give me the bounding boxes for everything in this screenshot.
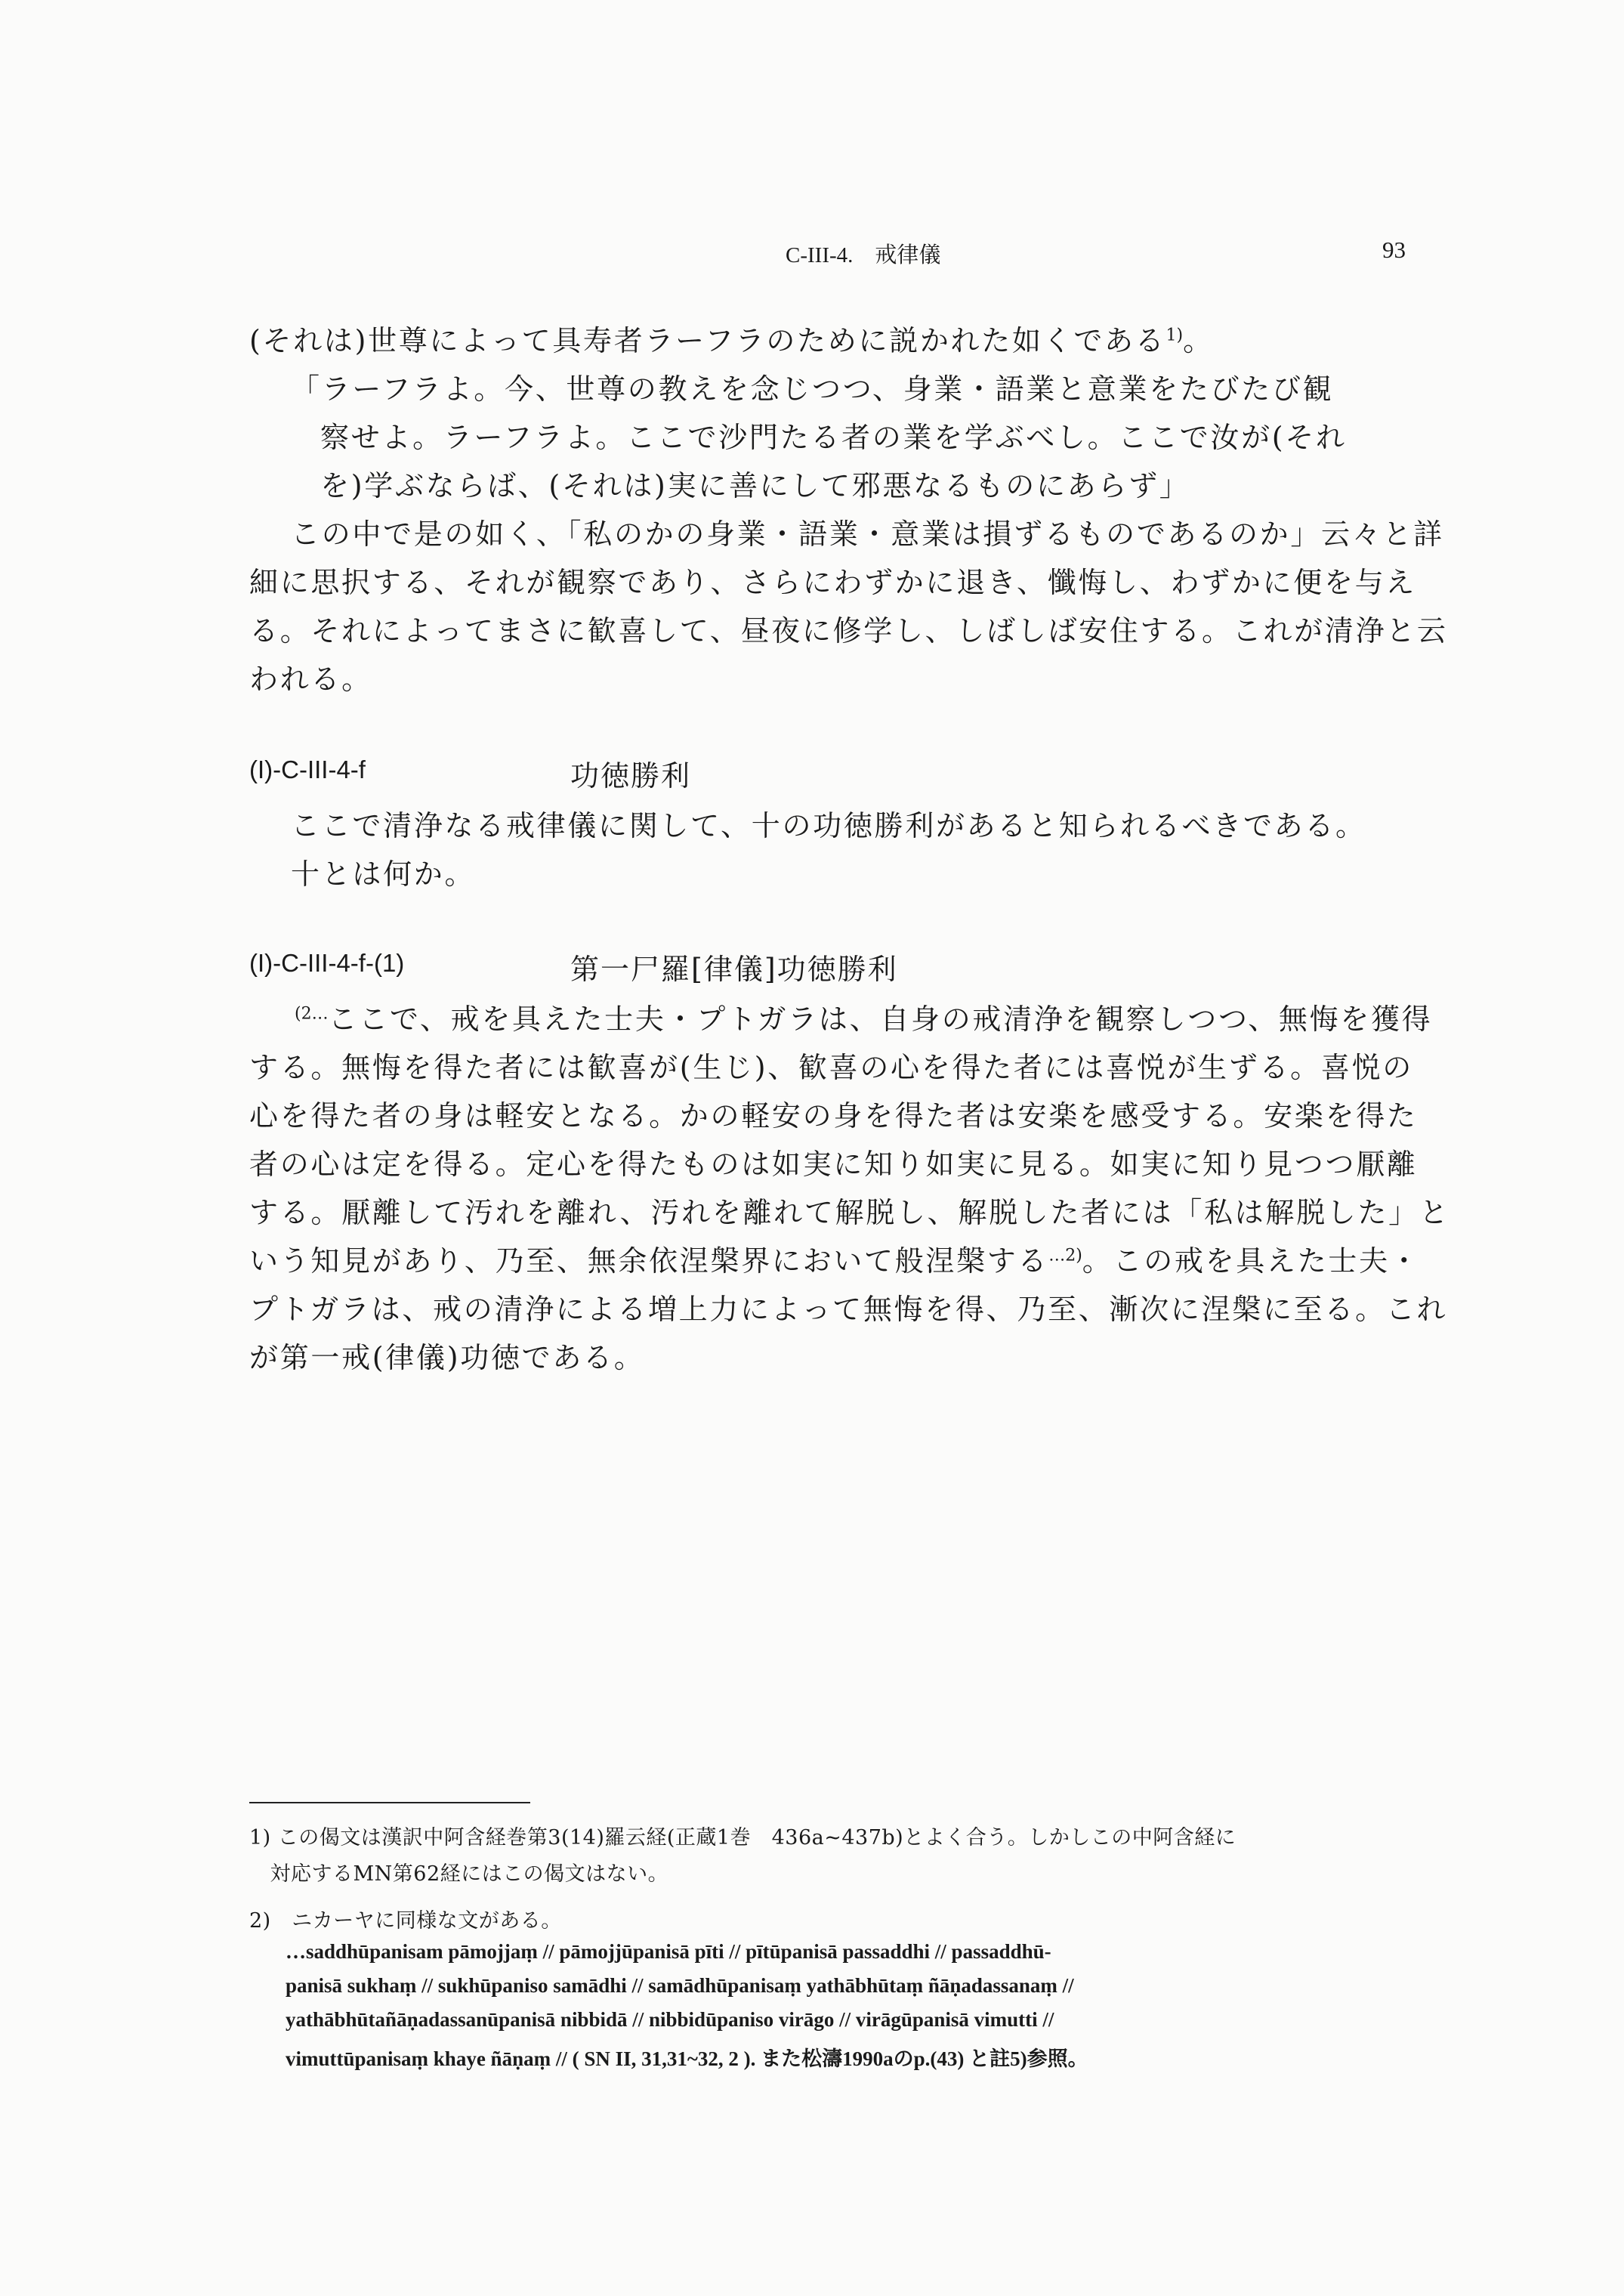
quote-line: を)学ぶならば、(それは)実に善にして邪悪なるものにあらず」 [320,469,1190,502]
body-line: 細に思択する、それが観察であり、さらにわずかに退き、懺悔し、わずかに便を与え [249,566,1417,599]
footnote-2-pali: yathābhūtañāṇadassanūpanisā nibbidā // nibbidūpaniso virāgo // virāgūpanisā vimutti // [286,2008,1054,2031]
footnote-open-marker: (2… [295,1004,329,1024]
body-line: 者の心は定を得る。定心を得たものは如実に知り如実に見る。如実に知り見つつ厭離 [249,1148,1418,1181]
body-text: (それは)世尊によって具寿者ラーフラのために説かれた如くである [249,324,1166,357]
body-line: この中で是の如く、「私のかの身業・語業・意業は損ずるものであるのか」云々と詳 [291,518,1444,551]
body-line: する。無悔を得た者には歓喜が(生じ)、歓喜の心を得た者には喜悦が生ずる。喜悦の [249,1051,1413,1084]
body-line: る。それによってまさに歓喜して、昼夜に修学し、しばしば安住する。これが清浄と云 [249,614,1448,647]
footnote-ref: 1) [1166,326,1184,345]
footnote-2-pali: …saddhūpanisam pāmojjaṃ // pāmojjūpanisā pīti // pītūpanisā passaddhi // passaddhū- [286,1940,1051,1963]
page-number: 93 [1382,236,1406,263]
quote-line: 察せよ。ラーフラよ。ここで沙門たる者の業を学ぶべし。ここで汝が(それ [320,421,1347,454]
body-text: 。この戒を具えた士夫・ [1082,1244,1421,1278]
footnote-2-line: 2) ニカーヤに同様な文がある。 [249,1909,562,1933]
body-line: する。厭離して汚れを離れ、汚れを離れて解脱し、解脱した者には「私は解脱した」と [249,1196,1450,1229]
body-text: ここで、戒を具えた士夫・プトガラは、自身の戒清浄を観察しつつ、無悔を獲得 [328,1003,1433,1036]
body-line: が第一戒(律儀)功徳である。 [249,1341,645,1374]
footnote-2-pali: panisā sukhaṃ // sukhūpaniso samādhi // samādhūpanisaṃ yathābhūtaṃ ñāṇadassanaṃ // [286,1974,1074,1997]
body-text: 。 [1183,324,1214,357]
footnote-1-line: 1) この偈文は漢訳中阿含経巻第3(14)羅云経(正蔵1巻 436a~437b)とよく合う。しかしこの中阿含経に [249,1826,1237,1849]
body-line [295,996,1432,1037]
body-line [249,317,1214,359]
body-line: プトガラは、戒の清浄による増上力によって無悔を得、乃至、漸次に涅槃に至る。これ [249,1293,1448,1326]
section-id: (I)-C-III-4-f [249,756,366,783]
footnote-close-marker: …2) [1048,1246,1082,1265]
running-header: C-III-4. 戒律儀 [786,243,941,267]
section-id: (I)-C-III-4-f-(1) [249,949,405,977]
body-line: 十とは何か。 [291,858,476,891]
footnote-divider [249,1802,530,1803]
body-line: 心を得た者の身は軽安となる。かの軽安の身を得た者は安楽を感受する。安楽を得た [249,1099,1418,1133]
body-line: ここで清浄なる戒律儀に関して、十の功徳勝利があると知られるべきである。 [291,809,1366,842]
body-text: いう知見があり、乃至、無余依涅槃界において般涅槃する [249,1244,1049,1278]
body-line [249,1238,1421,1279]
footnote-2-pali: vimuttūpanisaṃ khaye ñāṇaṃ // ( SN II, 31,31~32, 2 ). また松濤1990aのp.(43) と註5)参照。 [286,2047,1088,2070]
section-title: 功徳勝利 [570,759,692,793]
quote-line: 「ラーフラよ。今、世尊の教えを念じつつ、身業・語業と意業をたびたび観 [291,372,1334,406]
footnote-1-line: 対応するMN第62経にはこの偈文はない。 [249,1862,669,1886]
section-title: 第一尸羅[律儀]功徳勝利 [570,953,898,986]
body-line: われる。 [249,663,372,696]
